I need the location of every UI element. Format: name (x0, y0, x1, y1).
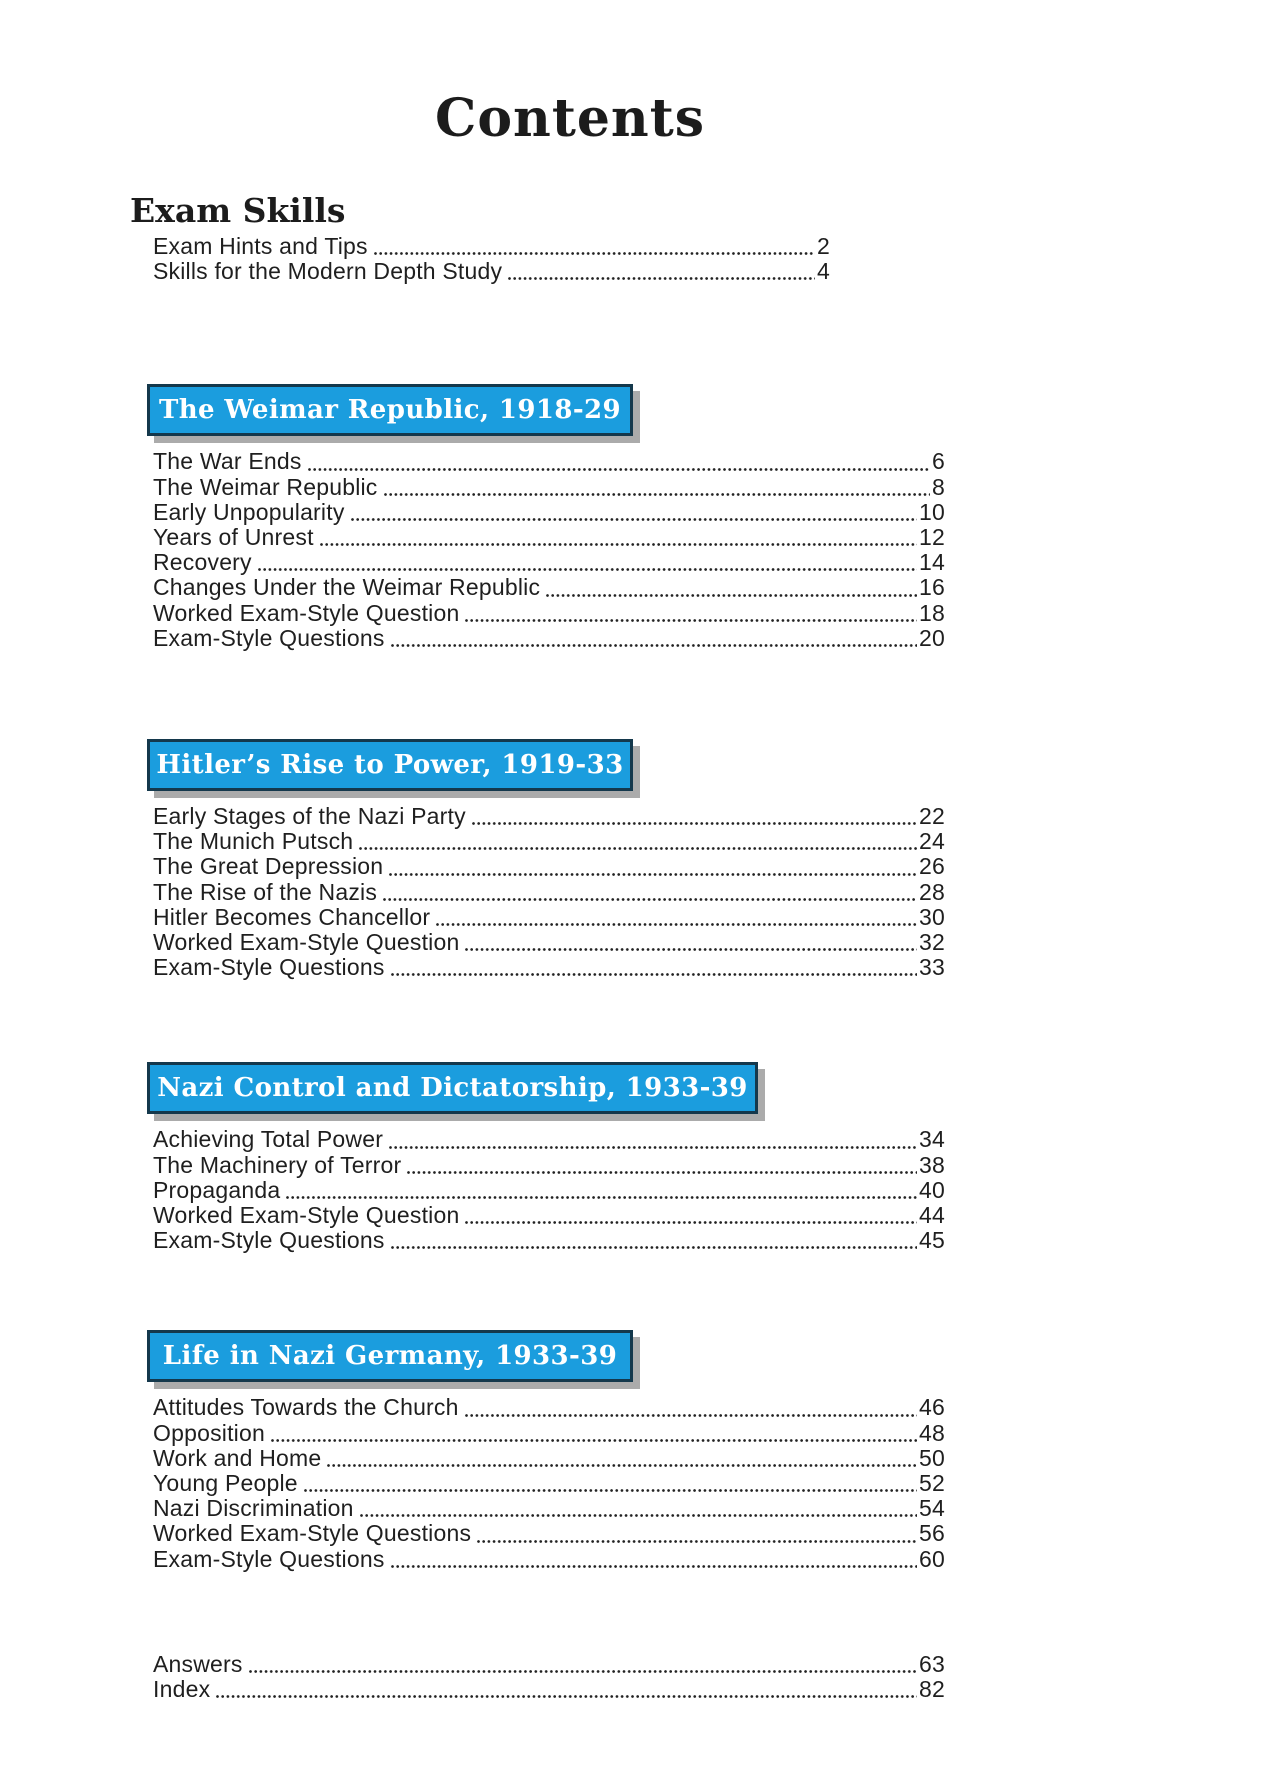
toc-entry-page: 38 (919, 1151, 945, 1178)
toc-entry (153, 1127, 945, 1152)
toc-entry (153, 880, 945, 905)
dot-leader (327, 1464, 917, 1467)
toc-entry (153, 1395, 945, 1420)
section-exam-skills (130, 192, 945, 284)
toc-entry-page: 26 (919, 853, 945, 880)
dot-leader (391, 644, 917, 647)
dot-leader (359, 847, 917, 850)
dot-leader (360, 1514, 917, 1517)
toc-entry (153, 449, 945, 474)
section-nazi-control (130, 1062, 945, 1253)
dot-leader (271, 1439, 917, 1442)
toc-entry (153, 829, 945, 854)
toc-entry-page: 52 (919, 1470, 945, 1497)
toc-entry-label: Exam Hints and Tips (153, 233, 368, 259)
toc-rows-footer (130, 1652, 945, 1702)
dot-leader (391, 1565, 917, 1568)
section-banner-life-nazi-germany (147, 1330, 633, 1382)
toc-entry-label: Propaganda (153, 1176, 281, 1203)
toc-entry (153, 259, 830, 284)
toc-entry (153, 234, 830, 259)
page-title: Contents (434, 88, 706, 149)
toc-entry-page: 18 (919, 599, 945, 626)
toc-entry-label: Exam-Style Questions (153, 1227, 385, 1254)
dot-leader (286, 1196, 917, 1199)
toc-entry (153, 1471, 945, 1496)
dot-leader (391, 973, 917, 976)
toc-entry-label: Attitudes Towards the Church (153, 1394, 459, 1421)
toc-entry (153, 905, 945, 930)
banner-label: Hitler’s Rise to Power, 1919-33 (156, 750, 624, 781)
section-banner-hitlers-rise (147, 739, 633, 791)
dot-leader (465, 948, 917, 951)
toc-rows-life-nazi-germany (130, 1395, 945, 1571)
toc-entry-page: 54 (919, 1495, 945, 1522)
toc-entry-label: Exam-Style Questions (153, 624, 385, 651)
section-weimar-republic (130, 384, 945, 651)
toc-entry-label: The Munich Putsch (153, 828, 354, 855)
toc-entry (153, 601, 945, 626)
toc-entry (153, 854, 945, 879)
dot-leader (351, 518, 917, 521)
toc-entry-label: The War Ends (153, 448, 302, 475)
dot-leader (465, 1414, 917, 1417)
toc-entry-page: 46 (919, 1394, 945, 1421)
toc-entry (153, 1203, 945, 1228)
toc-entry (153, 955, 945, 980)
toc-entry (153, 1421, 945, 1446)
toc-entry-label: Skills for the Modern Depth Study (153, 258, 503, 285)
toc-entry-page: 33 (919, 954, 945, 981)
dot-leader (384, 493, 930, 496)
toc-entry-label: Early Stages of the Nazi Party (153, 803, 466, 830)
toc-entry (153, 930, 945, 955)
toc-entry (153, 1677, 945, 1702)
toc-entry-page: 14 (919, 549, 945, 576)
dot-leader (407, 1171, 917, 1174)
toc-entry-label: Work and Home (153, 1444, 322, 1471)
dot-leader (472, 822, 917, 825)
toc-entry-page: 28 (919, 878, 945, 905)
dot-leader (465, 619, 917, 622)
toc-entry (153, 575, 945, 600)
toc-entry-label: Exam-Style Questions (153, 1545, 385, 1572)
toc-entry-label: Young People (153, 1470, 298, 1497)
toc-entry (153, 1652, 945, 1677)
toc-entry (153, 1228, 945, 1253)
toc-entry-page: 12 (919, 524, 945, 551)
toc-entry-label: Exam-Style Questions (153, 954, 385, 981)
dot-leader (389, 873, 917, 876)
toc-entry (153, 550, 945, 575)
toc-entry-page: 34 (919, 1126, 945, 1153)
toc-entry-page: 56 (919, 1520, 945, 1547)
toc-entry (153, 1496, 945, 1521)
toc-entry-page: 24 (919, 828, 945, 855)
toc-entry-label: Hitler Becomes Chancellor (153, 903, 431, 930)
banner-label: Life in Nazi Germany, 1933-39 (162, 1341, 618, 1372)
toc-entry-page: 6 (932, 448, 945, 475)
toc-entry-page: 44 (919, 1202, 945, 1229)
dot-leader (383, 898, 917, 901)
toc-rows-nazi-control (130, 1127, 945, 1253)
toc-entry-page: 16 (919, 574, 945, 601)
dot-leader (304, 1489, 917, 1492)
dot-leader (508, 277, 815, 280)
toc-entry-page: 20 (919, 624, 945, 651)
toc-entry (153, 1153, 945, 1178)
toc-entry-page: 32 (919, 929, 945, 956)
section-banner-nazi-control (147, 1062, 758, 1114)
toc-entry-label: Years of Unrest (153, 524, 314, 551)
toc-entry (153, 1547, 945, 1572)
dot-leader (308, 468, 930, 471)
dot-leader (320, 543, 917, 546)
dot-leader (216, 1695, 917, 1698)
toc-entry-label: The Weimar Republic (153, 473, 378, 500)
dot-leader (436, 923, 917, 926)
toc-entry-label: The Rise of the Nazis (153, 878, 378, 905)
toc-entry-page: 50 (919, 1444, 945, 1471)
toc-entry-label: Worked Exam-Style Question (153, 1202, 460, 1229)
toc-entry-label: Early Unpopularity (153, 498, 345, 525)
toc-entry (153, 1446, 945, 1471)
toc-entry (153, 626, 945, 651)
toc-entry-page: 30 (919, 903, 945, 930)
toc-entry-label: Worked Exam-Style Question (153, 599, 460, 626)
toc-entry-label: Worked Exam-Style Question (153, 929, 460, 956)
toc-entry-page: 4 (817, 258, 830, 285)
toc-rows-exam-skills (130, 234, 945, 284)
toc-rows-weimar-republic (130, 449, 945, 651)
toc-entry-label: Changes Under the Weimar Republic (153, 574, 541, 601)
toc-entry-page: 8 (932, 473, 945, 500)
toc-entry-page: 82 (919, 1676, 945, 1703)
toc-entry-page: 45 (919, 1227, 945, 1254)
toc-entry (153, 804, 945, 829)
dot-leader (374, 252, 815, 255)
section-life-nazi-germany (130, 1330, 945, 1571)
toc-entry-label: Worked Exam-Style Questions (153, 1520, 472, 1547)
toc-entry-page: 63 (919, 1650, 945, 1677)
toc-entry-page: 22 (919, 803, 945, 830)
toc-entry-label: Achieving Total Power (153, 1126, 384, 1153)
toc-entry-label: Opposition (153, 1419, 265, 1446)
toc-entry-page: 10 (919, 498, 945, 525)
toc-entry-label: The Machinery of Terror (153, 1151, 402, 1178)
dot-leader (391, 1246, 917, 1249)
dot-leader (249, 1670, 917, 1673)
toc-entry-label: Index (153, 1676, 211, 1703)
toc-entry (153, 1521, 945, 1546)
toc-entry-label: The Great Depression (153, 853, 384, 880)
toc-entry (153, 525, 945, 550)
section-banner-weimar-republic (147, 384, 633, 436)
toc-entry-page: 48 (919, 1419, 945, 1446)
dot-leader (546, 594, 917, 597)
banner-label: The Weimar Republic, 1918-29 (158, 395, 622, 426)
toc-entry-label: Recovery (153, 549, 252, 576)
toc-entry (153, 1178, 945, 1203)
dot-leader (258, 568, 917, 571)
toc-entry-label: Answers (153, 1650, 243, 1677)
section-heading-exam-skills: Exam Skills (130, 191, 346, 230)
toc-entry-page: 2 (817, 233, 830, 259)
toc-entry (153, 500, 945, 525)
dot-leader (477, 1540, 917, 1543)
dot-leader (389, 1146, 917, 1149)
toc-rows-hitlers-rise (130, 804, 945, 980)
toc-entry-page: 60 (919, 1545, 945, 1572)
toc-entry-label: Nazi Discrimination (153, 1495, 354, 1522)
toc-entry (153, 475, 945, 500)
section-hitlers-rise (130, 739, 945, 980)
banner-label: Nazi Control and Dictatorship, 1933-39 (157, 1073, 748, 1104)
toc-entry-page: 40 (919, 1176, 945, 1203)
dot-leader (465, 1221, 917, 1224)
